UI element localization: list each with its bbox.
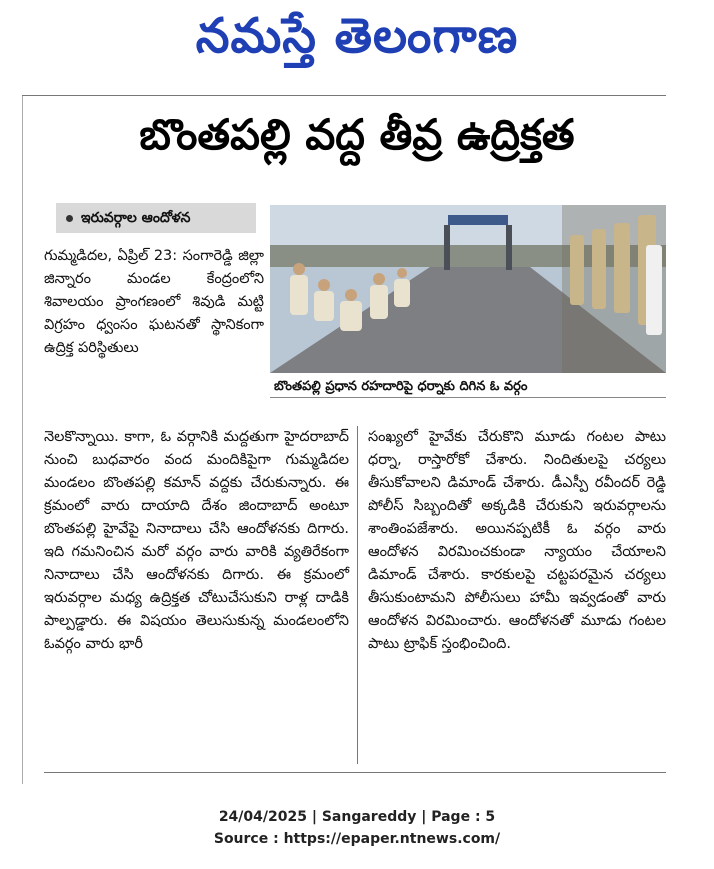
bullet-icon [66,215,73,222]
top-rule [22,95,666,96]
column-divider [357,426,358,764]
news-photo [270,205,666,373]
kicker-label [56,203,256,233]
headline: బొంతపల్లి వద్ద తీవ్ర ఉద్రిక్తత [139,110,575,159]
article-right-column: సంఖ్యలో హైవేకు చేరుకొని మూడు గంటల పాటు ధర్నా, రాస్తారోకో చేశారు. నిందితులపై చర్యలు తీసుకోవాలని డిమాండ్ చేశారు. డీఎస్పీ రవీందర్ రెడ్డి పోలీస్ సిబ్బందితో అక్కడికి చేరుకుని ఇరువర్గాలను శాంతింపజేశారు. అయినప్పటికీ ఓ వర్గం వారు ఆందోళన విరమించకుండా న్యాయం చేయాలని డిమాండ్ చేశారు. కారకులపై చట్టపరమైన చర్యలు తీసుకుంటామని పోలీసులు హామీ ఇవ్వడంతో వారు ఆందోళన విరమించారు. ఆందోళనతో మూడు గంటల పాటు ట్రాఫిక్ స్తంభించింది. [368,429,666,652]
bottom-rule [44,772,666,773]
photo-caption: బొంతపల్లి ప్రధాన రహదారిపై ధర్నాకు దిగిన ఓ వర్గం [270,376,666,398]
footer-date-line: 24/04/2025 | Sangareddy | Page : 5 [218,809,496,825]
article-left-column: నెలకొన్నాయి. కాగా, ఓ వర్గానికి మద్దతుగా హైదరాబాద్ నుంచి బుధవారం వంద మందికిపైగా గుమ్మడిదల మండలం బొంతపల్లి కమాన్ వద్దకు చేరుకున్నారు. ఈ క్రమంలో వారు దాయాది దేశం జిందాబాద్ అంటూ బొంతపల్లి హైవేపై నినాదాలు చేసి ఆందోళనకు దిగారు. ఇది గమనించిన మరో వర్గం వారు వారికి వ్యతిరేకంగా నినాదాలు చేసి ఆందోళనకు దిగారు. ఈ క్రమంలో ఇరువర్గాల మధ్య ఉద్రిక్తత చోటుచేసుకుని రాళ్ల దాడికి పాల్పడ్డారు. ఈ విషయం తెలుసుకున్న మండలంలోని ఓవర్గం వారు భారీ [44,429,349,652]
left-border-line [22,96,23,784]
article-intro: గుమ్మడిదల, ఏప్రిల్ 23: సంగారెడ్డి జిల్లా జిన్నారం మండల కేంద్రంలోని శివాలయం ప్రాంగణంలో శివుడి మట్టి విగ్రహం ధ్వంసం ఘటనతో స్థానికంగా ఉద్రిక్త పరిస్థితులు [44,248,264,356]
masthead: నమస్తే తెలంగాణ [195,8,519,64]
footer-source-line: Source : https://epaper.ntnews.com/ [213,831,501,847]
footer [0,806,714,850]
kicker-text: ఇరువర్గాల ఆందోళన [81,210,191,226]
